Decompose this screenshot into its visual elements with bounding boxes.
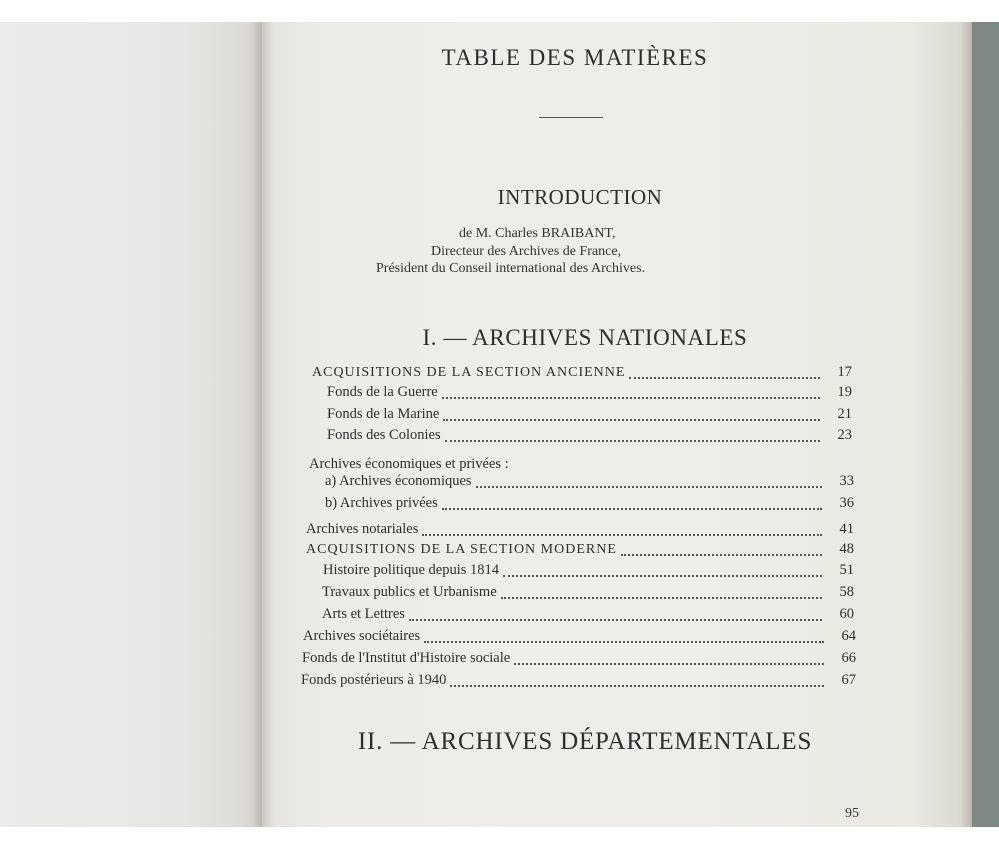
toc-entry [301, 672, 856, 692]
leader-dots [422, 534, 822, 536]
toc-entry-page: 60 [839, 606, 854, 622]
toc-entry-page: 51 [839, 562, 854, 578]
toc-entry [302, 650, 856, 670]
leader-dots [442, 397, 820, 399]
toc-entry [322, 606, 854, 626]
toc-entry-page: 58 [839, 584, 854, 600]
toc-entry [325, 495, 854, 515]
section-2-heading: II. — ARCHIVES DÉPARTEMENTALES [357, 728, 813, 755]
toc-entry-page: 41 [839, 521, 854, 537]
section-1-heading: I. — ARCHIVES NATIONALES [422, 325, 748, 350]
toc-entry [312, 364, 852, 384]
toc-entry-label: b) Archives privées [325, 495, 438, 511]
toc-entry [306, 541, 854, 561]
leader-dots [476, 486, 822, 488]
toc-entry-label: Fonds de la Guerre [327, 384, 438, 400]
toc-entry [322, 584, 854, 604]
author-line: de M. Charles BRAIBANT, [459, 226, 616, 241]
toc-entry-label: Arts et Lettres [322, 606, 405, 622]
leader-dots [442, 508, 822, 510]
toc-entry [327, 427, 852, 447]
leader-dots [629, 377, 820, 379]
toc-entry [303, 628, 856, 648]
leader-dots [514, 663, 824, 665]
toc-entry-page: 66 [841, 650, 856, 666]
page-number: 95 [845, 806, 859, 821]
toc-entry-page: 67 [841, 672, 856, 688]
leader-dots [503, 575, 822, 577]
toc-entry-label: Fonds postérieurs à 1940 [301, 672, 447, 688]
toc-entry [327, 406, 852, 426]
toc-entry-page: 48 [839, 541, 854, 557]
leader-dots [445, 440, 820, 442]
leader-dots [409, 619, 822, 621]
leader-dots [621, 554, 822, 556]
introduction-heading: INTRODUCTION [497, 185, 663, 209]
toc-entry [323, 562, 854, 582]
toc-entry [325, 473, 854, 493]
toc-entry-page: 23 [837, 427, 852, 443]
author-title-line: Directeur des Archives de France, [431, 244, 622, 259]
toc-entry-page: 17 [837, 364, 852, 380]
toc-entry-label: a) Archives économiques [325, 473, 472, 489]
toc-entry-page: 19 [837, 384, 852, 400]
toc-entry-label: Fonds de l'Institut d'Histoire sociale [302, 650, 511, 666]
toc-entry [327, 384, 852, 404]
toc-entry-page: 21 [837, 406, 852, 422]
author-role-line: Président du Conseil international des Archives. [376, 261, 646, 276]
toc-entry-label: Fonds de la Marine [327, 406, 440, 422]
toc-entry-page: 64 [841, 628, 856, 644]
toc-entry-label: Archives notariales [306, 521, 419, 537]
toc-entry-page: 36 [839, 495, 854, 511]
toc-entry-label: Archives économiques et privées : [309, 456, 509, 472]
toc-entry-label: Travaux publics et Urbanisme [322, 584, 497, 600]
toc-entry-page: 33 [839, 473, 854, 489]
toc-entry-label: ACQUISITIONS DE LA SECTION ANCIENNE [312, 365, 626, 380]
toc-title: TABLE DES MATIÈRES [441, 45, 709, 70]
toc-entry [306, 521, 854, 541]
toc-entry-label: ACQUISITIONS DE LA SECTION MODERNE [306, 542, 617, 557]
toc-entry-label: Archives sociétaires [303, 628, 421, 644]
leader-dots [501, 597, 822, 599]
leader-dots [450, 685, 824, 687]
toc-entry-label: Fonds des Colonies [327, 427, 441, 443]
leader-dots [424, 641, 824, 643]
leader-dots [443, 419, 820, 421]
toc-entry-label: Histoire politique depuis 1814 [323, 562, 499, 578]
